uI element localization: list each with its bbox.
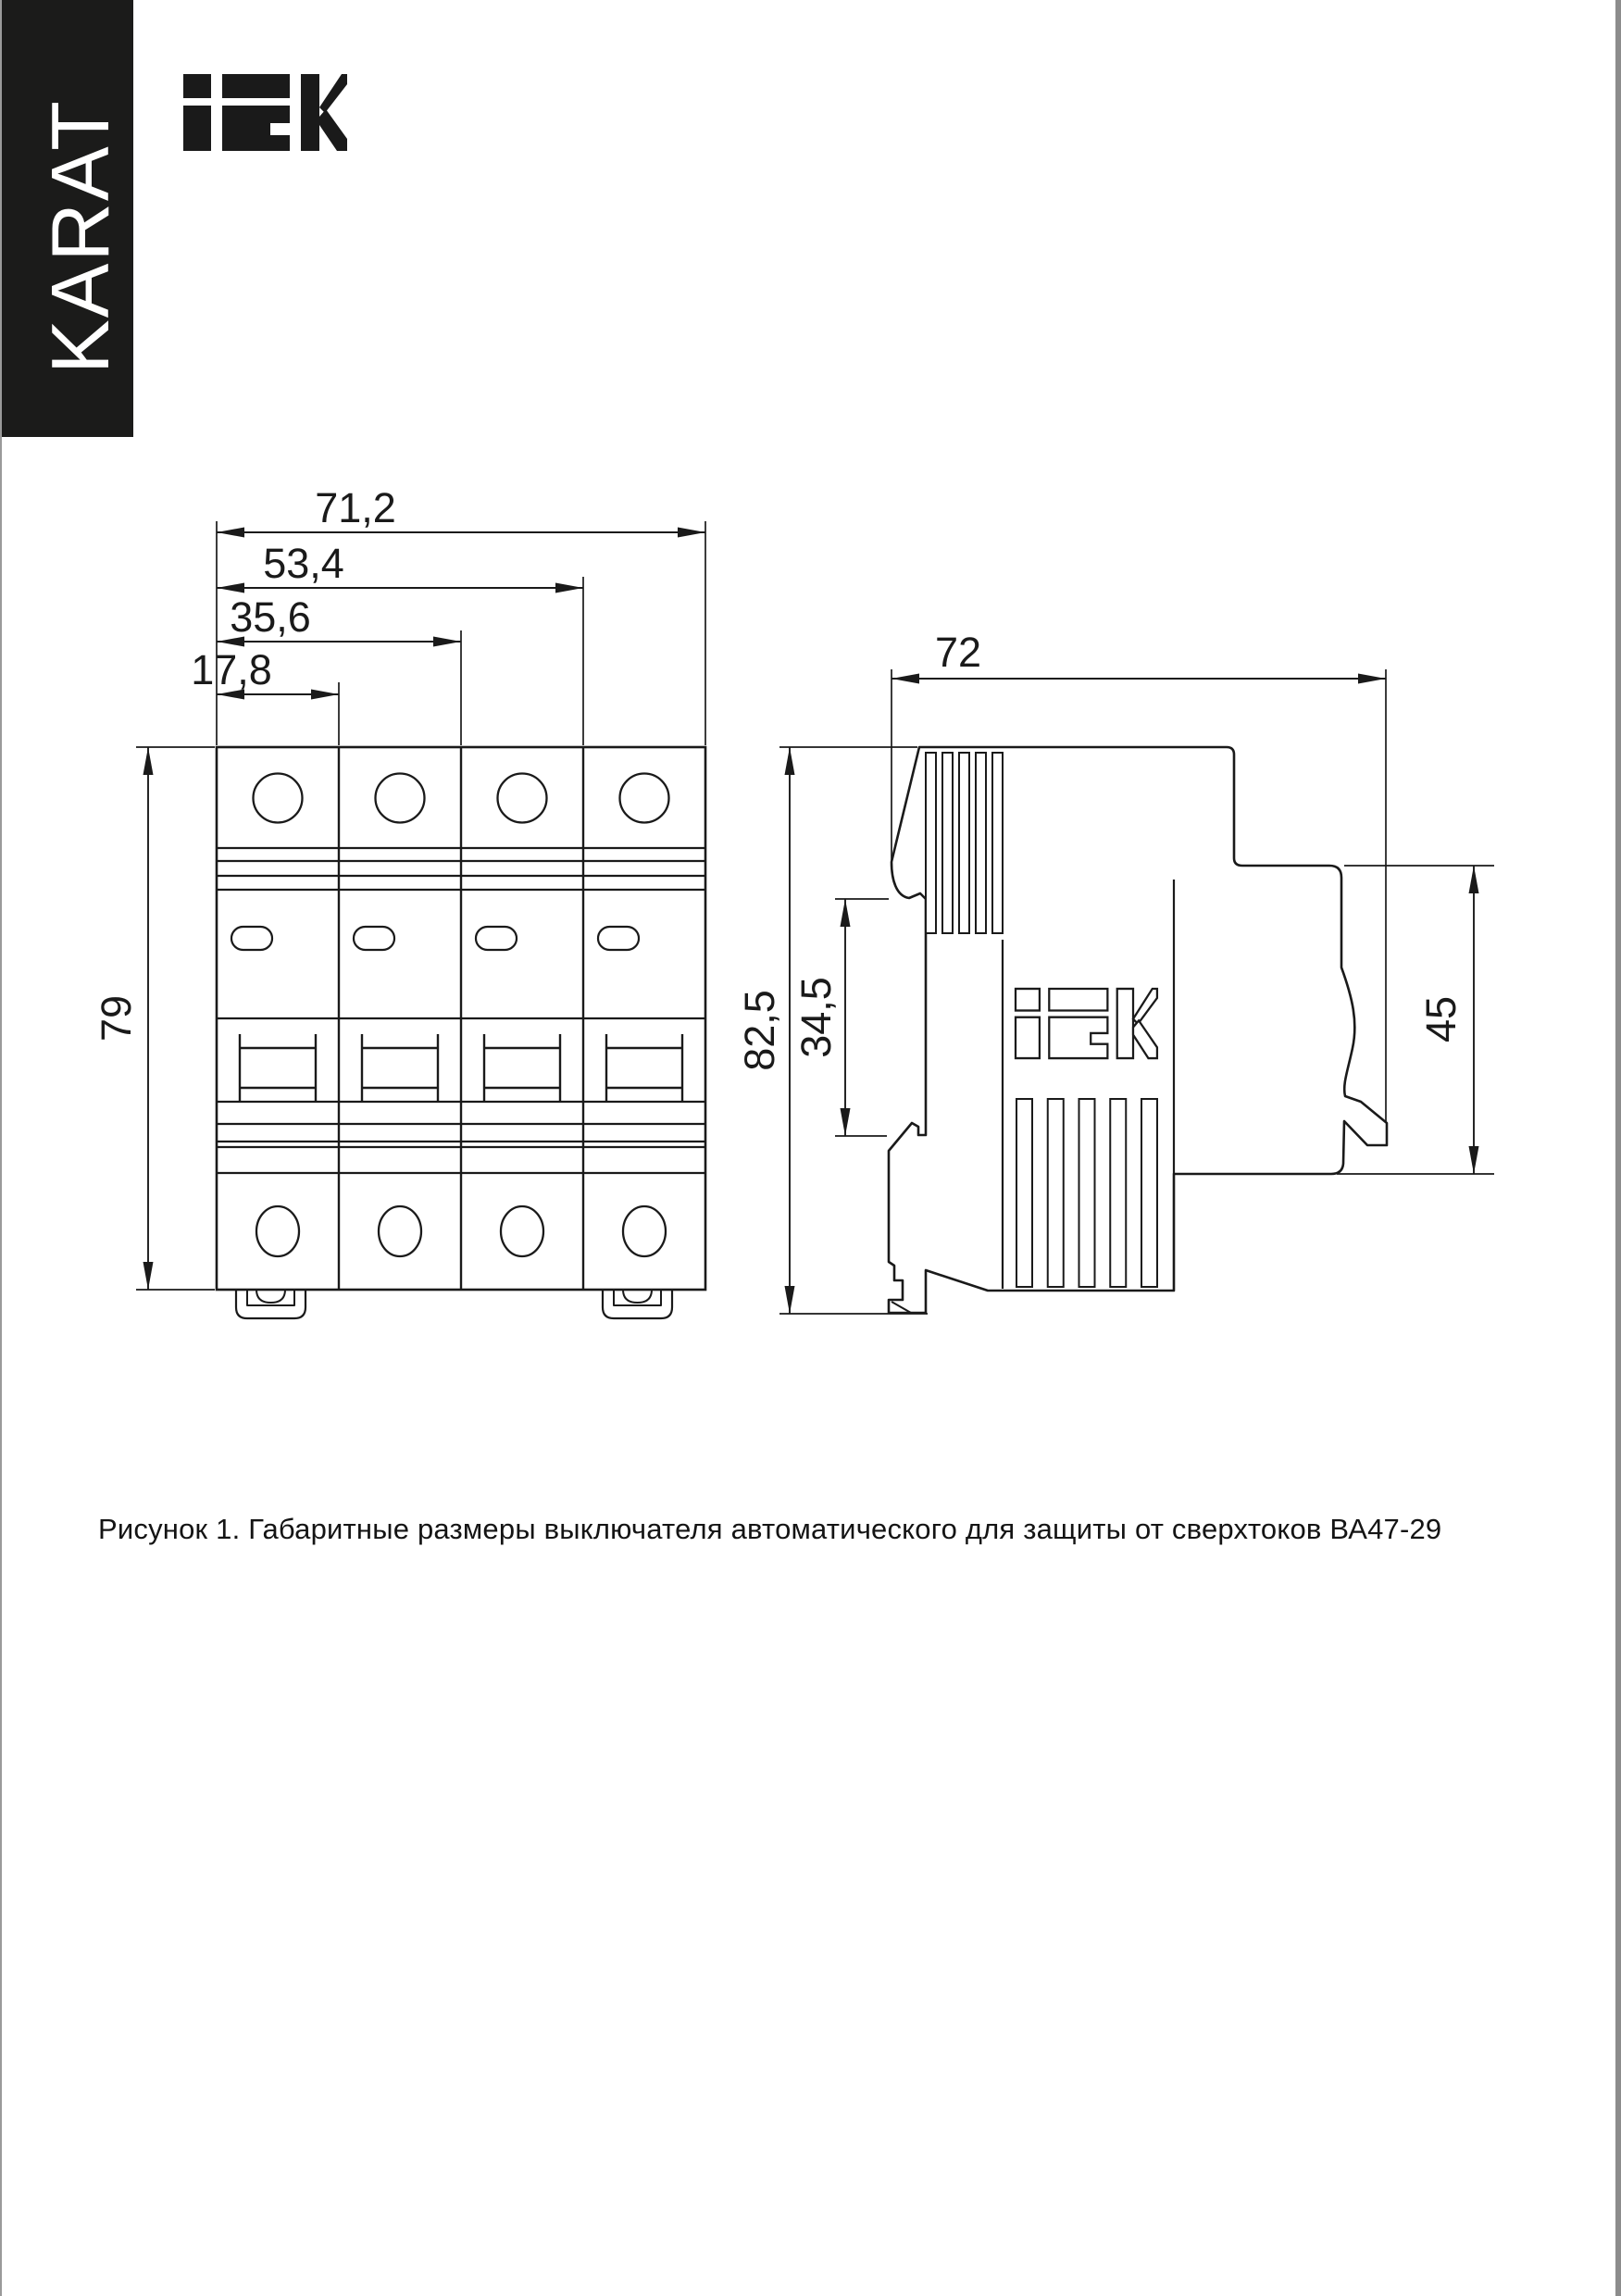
dim-label-front-section-height: 45 [1417, 995, 1465, 1043]
dim-label-total-width: 71,2 [315, 484, 396, 531]
side-view [889, 747, 1387, 1313]
figure-caption: Рисунок 1. Габаритные размеры выключателя автоматического для защиты от сверхтоков ВА47-29 [98, 1513, 1442, 1545]
din-clip [236, 1290, 305, 1318]
dim-label-total-depth: 72 [934, 629, 982, 676]
karat-banner-text: KARAT [34, 99, 126, 374]
dim-label-front-height: 79 [93, 994, 140, 1042]
dim-label-din-recess-height: 34,5 [792, 977, 840, 1058]
dim-label-side-height: 82,5 [736, 990, 783, 1071]
dim-label-module-width: 17,8 [191, 646, 272, 693]
dim-label-two-modules-width: 35,6 [230, 593, 311, 641]
din-clip [603, 1290, 672, 1318]
front-view [217, 747, 705, 1318]
dim-label-three-modules-width: 53,4 [263, 540, 344, 587]
